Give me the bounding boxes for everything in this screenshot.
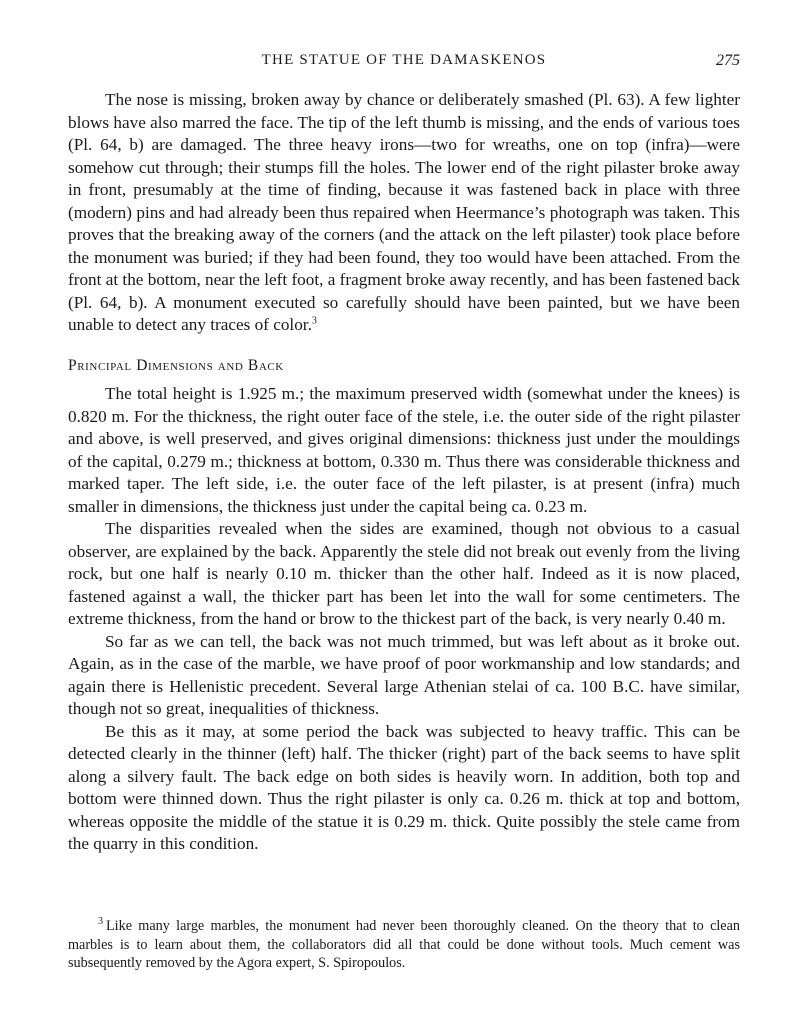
page-header — [68, 52, 740, 76]
footnote-text: Like many large marbles, the monument had never been thoroughly cleaned. On the theory that to clean marbles is to learn about them, the collaborators did all that could be done without tools. Much cement was subsequently removed by the Agora expert, S. Spiropoulos. — [68, 918, 740, 971]
main-text — [68, 89, 740, 856]
page-number: 275 — [716, 52, 740, 69]
paragraph-back-trimming: So far as we can tell, the back was not much trimmed, but was left about as it broke out. Again, as in the case of the marble, we have proof of poor workmanship and low standards; and again there is Hellenistic precedent. Several large Athenian stelai of ca. 100 B.C. have similar, though not so great, inequalities of thickness. — [68, 631, 740, 718]
paragraph-disparities: The disparities revealed when the sides are examined, though not obvious to a casual observer, are explained by the back. Apparently the stele did not break out evenly from the living rock, but one half is nearly 0.10 m. thicker than the other half. Indeed as it is now placed, fastened against a wall, the thicker part has been let into the wall for some centimeters. The extreme thickness, from the hand or brow to the thickest part of the back, is very nearly 0.40 m. — [68, 519, 740, 628]
paragraph-dimensions: The total height is 1.925 m.; the maximum preserved width (somewhat under the knees) is 0.820 m. For the thickness, the right outer face of the stele, i.e. the outer side of the right pilaster and above, is well preserved, and gives original dimensions: thickness just under the mouldings of the capital, 0.279 m.; thickness at bottom, 0.330 m. Thus there was considerable thickness and marked taper. The left side, i.e. the outer face of the left pilaster, is at present (infra) much smaller in dimensions, the thickness just under the capital being ca. 0.23 m. — [68, 384, 740, 516]
section-heading: Principal Dimensions and Back — [68, 356, 284, 374]
paragraph-damage-text: The nose is missing, broken away by chance or deliberately smashed (Pl. 63). A few lighter blows have also marred the face. The tip of the left thumb is missing, and the ends of various toes (Pl. 64, b) are damaged. The three heavy irons—two for wreaths, one on top (infra)—were somehow cut through; their stumps fill the holes. The lower end of the right pilaster broke away in front, presumably at the time of finding, because it was fastened back in place with three (modern) pins and had already been thus repaired when Heermance’s photograph was taken. This proves that the breaking away of the corners (and the attack on the left pilaster) took place before the monument was buried; if they had been found, they too would have been attached. From the front at the bottom, near the left foot, a fragment broke away recently, and has been fastened back (Pl. 64, b). A monument executed so carefully should have been painted, but we have been unable to detect any traces of color. — [68, 90, 740, 334]
paragraph-damage — [68, 89, 740, 337]
running-title: THE STATUE OF THE DAMASKENOS — [261, 52, 547, 68]
footnote-reference: 3 — [311, 315, 317, 327]
paragraph-traffic: Be this as it may, at some period the back was subjected to heavy traffic. This can be detected clearly in the thinner (left) half. The thicker (right) part of the back seems to have split along a silvery fault. The back edge on both sides is heavily worn. In addition, both top and bottom were thinned down. Thus the right pilaster is only ca. 0.26 m. thick at top and bottom, whereas opposite the middle of the statue it is 0.29 m. thick. Quite possibly the stele came from the quarry in this condition. — [68, 721, 740, 853]
footnote-mark: 3 — [98, 916, 103, 928]
footnote — [68, 917, 740, 973]
